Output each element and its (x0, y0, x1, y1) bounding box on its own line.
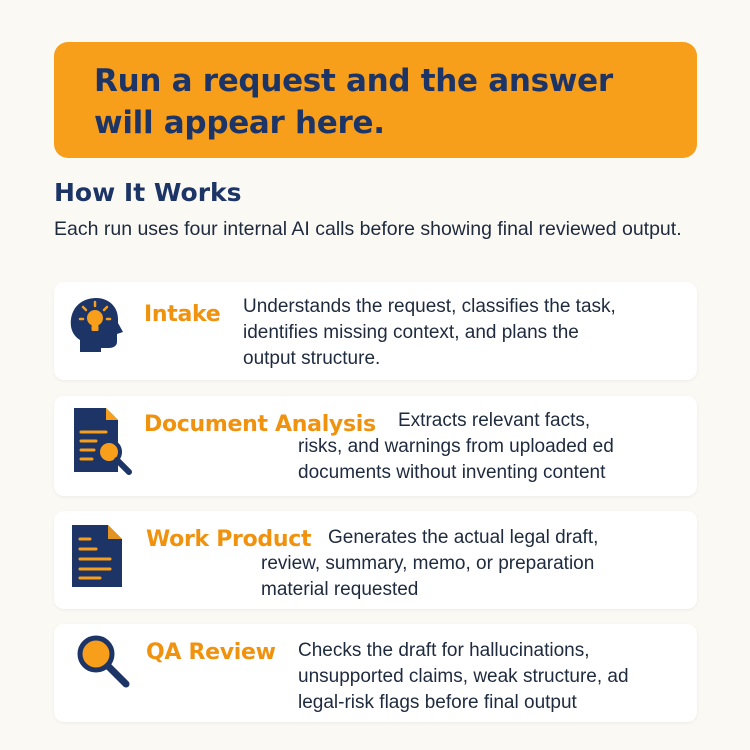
step-card-qa-review (54, 624, 697, 722)
step-title-work-product: Work Product (146, 527, 312, 552)
step-card-work-product (54, 511, 697, 609)
step-title-qa-review: QA Review (146, 640, 276, 665)
document-magnifier-icon (68, 406, 138, 476)
step-description-intake: Understands the request, classifies the task, identifies missing context, and plans the output structure. (243, 296, 616, 369)
answer-placeholder-banner (54, 42, 697, 158)
step-description-work-product: Generates the actual legal draft, review, summary, memo, or preparation material requested (261, 527, 599, 600)
banner-text: Run a request and the answer will appear here. (94, 63, 613, 141)
section-description: Each run uses four internal AI calls before showing final reviewed output. (54, 218, 682, 240)
step-card-intake (54, 282, 697, 380)
step-description-document-analysis: Extracts relevant facts, risks, and warnings from uploaded ed documents without inventing content (298, 410, 614, 483)
step-title-document-analysis: Document Analysis (144, 412, 376, 437)
section-title: How It Works (54, 178, 242, 207)
head-lightbulb-icon (66, 292, 126, 354)
document-icon (70, 523, 126, 589)
magnifier-icon (74, 632, 134, 692)
step-card-document-analysis (54, 396, 697, 496)
step-title-intake: Intake (144, 302, 221, 327)
step-description-qa-review: Checks the draft for hallucinations, unsupported claims, weak structure, ad legal-risk flags before final output (298, 640, 629, 713)
